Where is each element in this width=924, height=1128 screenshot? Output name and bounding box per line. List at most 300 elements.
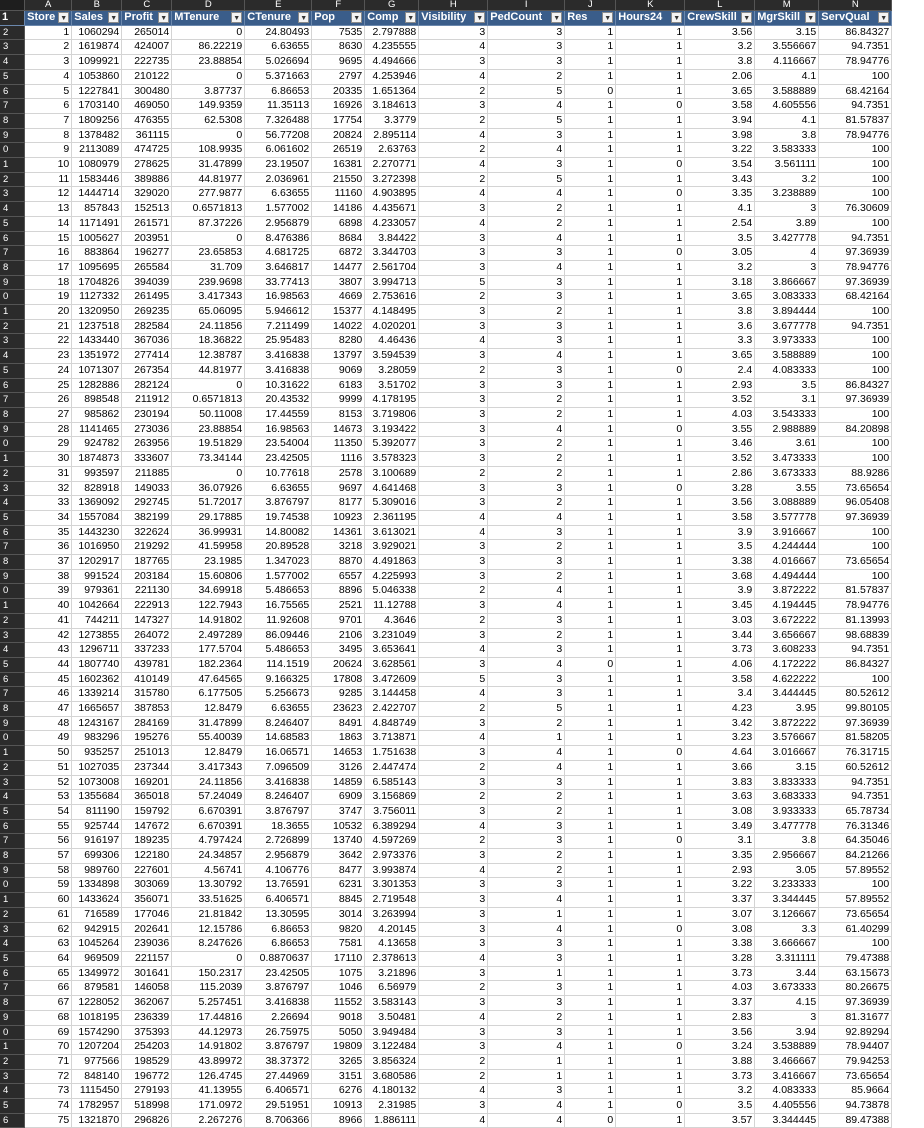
- row-number[interactable]: 3: [0, 334, 25, 349]
- header-res[interactable]: [565, 11, 616, 26]
- cell-crewskill[interactable]: 3.3: [685, 334, 755, 349]
- row-number[interactable]: 1: [0, 1040, 25, 1055]
- cell-hours24[interactable]: 1: [616, 952, 685, 967]
- cell-hours24[interactable]: 1: [616, 275, 685, 290]
- cell-servqual[interactable]: 86.84327: [819, 378, 892, 393]
- cell-servqual[interactable]: 100: [819, 437, 892, 452]
- cell-crewskill[interactable]: 2.86: [685, 466, 755, 481]
- cell-store[interactable]: 31: [25, 466, 72, 481]
- cell-profit[interactable]: 322624: [122, 525, 172, 540]
- cell-sales[interactable]: 1443230: [72, 525, 122, 540]
- header-store[interactable]: [25, 11, 72, 26]
- cell-visibility[interactable]: 2: [419, 113, 488, 128]
- cell-sales[interactable]: 1619874: [72, 40, 122, 55]
- cell-ctenure[interactable]: 16.06571: [245, 746, 312, 761]
- cell-pedcount[interactable]: 3: [488, 555, 565, 570]
- cell-store[interactable]: 62: [25, 922, 72, 937]
- cell-hours24[interactable]: 1: [616, 966, 685, 981]
- cell-ctenure[interactable]: 16.75565: [245, 599, 312, 614]
- row-number[interactable]: 9: [0, 275, 25, 290]
- cell-mgrskill[interactable]: 3.344445: [755, 893, 819, 908]
- row-number[interactable]: 4: [0, 202, 25, 217]
- cell-res[interactable]: 1: [565, 407, 616, 422]
- cell-servqual[interactable]: 78.94776: [819, 55, 892, 70]
- row-number[interactable]: 9: [0, 716, 25, 731]
- cell-profit[interactable]: 361115: [122, 128, 172, 143]
- cell-comp[interactable]: 2.378613: [365, 952, 419, 967]
- cell-profit[interactable]: 263956: [122, 437, 172, 452]
- cell-mgrskill[interactable]: 3.95: [755, 702, 819, 717]
- cell-comp[interactable]: 2.31985: [365, 1099, 419, 1114]
- cell-store[interactable]: 12: [25, 187, 72, 202]
- cell-store[interactable]: 59: [25, 878, 72, 893]
- cell-pedcount[interactable]: 3: [488, 834, 565, 849]
- cell-store[interactable]: 48: [25, 716, 72, 731]
- cell-ctenure[interactable]: 3.876797: [245, 981, 312, 996]
- cell-profit[interactable]: 333607: [122, 452, 172, 467]
- row-number-header[interactable]: 1: [0, 11, 25, 26]
- cell-res[interactable]: 1: [565, 716, 616, 731]
- cell-comp[interactable]: 3.628561: [365, 657, 419, 672]
- cell-mgrskill[interactable]: 3.238889: [755, 187, 819, 202]
- cell-ctenure[interactable]: 20.43532: [245, 393, 312, 408]
- cell-comp[interactable]: 2.422707: [365, 702, 419, 717]
- cell-servqual[interactable]: 94.7351: [819, 790, 892, 805]
- cell-hours24[interactable]: 0: [616, 481, 685, 496]
- cell-comp[interactable]: 4.491863: [365, 555, 419, 570]
- cell-ctenure[interactable]: 7.326488: [245, 113, 312, 128]
- cell-comp[interactable]: 3.28059: [365, 363, 419, 378]
- cell-mgrskill[interactable]: 4.244444: [755, 540, 819, 555]
- cell-comp[interactable]: 3.301353: [365, 878, 419, 893]
- cell-res[interactable]: 1: [565, 952, 616, 967]
- cell-comp[interactable]: 3.680586: [365, 1069, 419, 1084]
- row-number[interactable]: 1: [0, 305, 25, 320]
- cell-servqual[interactable]: 81.58205: [819, 731, 892, 746]
- cell-visibility[interactable]: 3: [419, 540, 488, 555]
- filter-dropdown-icon[interactable]: ▼: [58, 12, 69, 23]
- cell-mtenure[interactable]: 149.9359: [172, 99, 245, 114]
- cell-crewskill[interactable]: 2.06: [685, 69, 755, 84]
- cell-pop[interactable]: 3747: [312, 804, 365, 819]
- cell-pop[interactable]: 19809: [312, 1040, 365, 1055]
- cell-mtenure[interactable]: 55.40039: [172, 731, 245, 746]
- cell-mtenure[interactable]: 24.34857: [172, 849, 245, 864]
- cell-comp[interactable]: 3.263994: [365, 907, 419, 922]
- cell-servqual[interactable]: 65.78734: [819, 804, 892, 819]
- cell-profit[interactable]: 221157: [122, 952, 172, 967]
- cell-sales[interactable]: 1574290: [72, 1025, 122, 1040]
- cell-hours24[interactable]: 0: [616, 187, 685, 202]
- cell-mtenure[interactable]: 13.30792: [172, 878, 245, 893]
- cell-pop[interactable]: 9069: [312, 363, 365, 378]
- cell-pop[interactable]: 15377: [312, 305, 365, 320]
- cell-mgrskill[interactable]: 3.683333: [755, 790, 819, 805]
- cell-comp[interactable]: 3.583143: [365, 996, 419, 1011]
- cell-crewskill[interactable]: 3.24: [685, 1040, 755, 1055]
- row-number[interactable]: 5: [0, 216, 25, 231]
- row-number[interactable]: 6: [0, 231, 25, 246]
- cell-ctenure[interactable]: 33.77413: [245, 275, 312, 290]
- cell-mgrskill[interactable]: 4.405556: [755, 1099, 819, 1114]
- cell-comp[interactable]: 5.392077: [365, 437, 419, 452]
- header-mtenure[interactable]: [172, 11, 245, 26]
- column-letter-d[interactable]: D: [172, 0, 245, 11]
- cell-hours24[interactable]: 1: [616, 1025, 685, 1040]
- cell-mtenure[interactable]: 0: [172, 231, 245, 246]
- cell-hours24[interactable]: 1: [616, 69, 685, 84]
- cell-visibility[interactable]: 3: [419, 481, 488, 496]
- cell-pedcount[interactable]: 3: [488, 819, 565, 834]
- cell-store[interactable]: 37: [25, 555, 72, 570]
- header-profit[interactable]: [122, 11, 172, 26]
- cell-mgrskill[interactable]: 3.673333: [755, 466, 819, 481]
- cell-profit[interactable]: 394039: [122, 275, 172, 290]
- cell-visibility[interactable]: 2: [419, 363, 488, 378]
- cell-pop[interactable]: 9695: [312, 55, 365, 70]
- cell-pop[interactable]: 9820: [312, 922, 365, 937]
- cell-mtenure[interactable]: 43.89972: [172, 1054, 245, 1069]
- cell-pedcount[interactable]: 4: [488, 584, 565, 599]
- cell-crewskill[interactable]: 3.46: [685, 437, 755, 452]
- cell-store[interactable]: 23: [25, 349, 72, 364]
- cell-visibility[interactable]: 4: [419, 69, 488, 84]
- cell-servqual[interactable]: 97.36939: [819, 996, 892, 1011]
- cell-store[interactable]: 32: [25, 481, 72, 496]
- cell-mgrskill[interactable]: 3.444445: [755, 687, 819, 702]
- cell-ctenure[interactable]: 17.44559: [245, 407, 312, 422]
- cell-crewskill[interactable]: 3.73: [685, 1069, 755, 1084]
- cell-mtenure[interactable]: 21.81842: [172, 907, 245, 922]
- cell-pop[interactable]: 8845: [312, 893, 365, 908]
- cell-mgrskill[interactable]: 4.605556: [755, 99, 819, 114]
- cell-comp[interactable]: 3.613021: [365, 525, 419, 540]
- cell-crewskill[interactable]: 3.28: [685, 952, 755, 967]
- cell-pop[interactable]: 11160: [312, 187, 365, 202]
- cell-comp[interactable]: 3.231049: [365, 628, 419, 643]
- cell-mtenure[interactable]: 73.34144: [172, 452, 245, 467]
- cell-pop[interactable]: 14653: [312, 746, 365, 761]
- cell-comp[interactable]: 2.973376: [365, 849, 419, 864]
- cell-visibility[interactable]: 4: [419, 1113, 488, 1128]
- cell-store[interactable]: 65: [25, 966, 72, 981]
- cell-profit[interactable]: 279193: [122, 1084, 172, 1099]
- cell-pedcount[interactable]: 3: [488, 334, 565, 349]
- cell-comp[interactable]: 3.122484: [365, 1040, 419, 1055]
- cell-res[interactable]: 1: [565, 113, 616, 128]
- cell-mgrskill[interactable]: 4.194445: [755, 599, 819, 614]
- row-number[interactable]: 9: [0, 422, 25, 437]
- row-number[interactable]: 4: [0, 496, 25, 511]
- cell-hours24[interactable]: 1: [616, 569, 685, 584]
- cell-sales[interactable]: 969509: [72, 952, 122, 967]
- cell-visibility[interactable]: 3: [419, 1025, 488, 1040]
- cell-visibility[interactable]: 3: [419, 746, 488, 761]
- cell-mgrskill[interactable]: 3.473333: [755, 452, 819, 467]
- cell-sales[interactable]: 1321870: [72, 1113, 122, 1128]
- cell-store[interactable]: 2: [25, 40, 72, 55]
- cell-servqual[interactable]: 81.57837: [819, 113, 892, 128]
- cell-mgrskill[interactable]: 3.677778: [755, 319, 819, 334]
- cell-profit[interactable]: 169201: [122, 775, 172, 790]
- cell-servqual[interactable]: 100: [819, 305, 892, 320]
- cell-visibility[interactable]: 2: [419, 760, 488, 775]
- row-number[interactable]: 9: [0, 128, 25, 143]
- cell-store[interactable]: 60: [25, 893, 72, 908]
- cell-visibility[interactable]: 4: [419, 187, 488, 202]
- cell-mgrskill[interactable]: 3.61: [755, 437, 819, 452]
- cell-profit[interactable]: 265014: [122, 25, 172, 40]
- cell-pedcount[interactable]: 3: [488, 25, 565, 40]
- cell-mgrskill[interactable]: 3.916667: [755, 525, 819, 540]
- cell-pop[interactable]: 14186: [312, 202, 365, 217]
- cell-pop[interactable]: 8280: [312, 334, 365, 349]
- cell-comp[interactable]: 3.993874: [365, 863, 419, 878]
- cell-profit[interactable]: 301641: [122, 966, 172, 981]
- row-number[interactable]: 2: [0, 319, 25, 334]
- cell-crewskill[interactable]: 3.56: [685, 25, 755, 40]
- cell-servqual[interactable]: 100: [819, 158, 892, 173]
- row-number[interactable]: 6: [0, 1113, 25, 1128]
- cell-res[interactable]: 0: [565, 84, 616, 99]
- cell-mtenure[interactable]: 277.9877: [172, 187, 245, 202]
- cell-crewskill[interactable]: 3.6: [685, 319, 755, 334]
- cell-store[interactable]: 44: [25, 657, 72, 672]
- cell-store[interactable]: 40: [25, 599, 72, 614]
- cell-comp[interactable]: 3.578323: [365, 452, 419, 467]
- cell-store[interactable]: 21: [25, 319, 72, 334]
- cell-mtenure[interactable]: 0: [172, 69, 245, 84]
- cell-servqual[interactable]: 94.7351: [819, 775, 892, 790]
- cell-ctenure[interactable]: 3.646817: [245, 260, 312, 275]
- cell-sales[interactable]: 1141465: [72, 422, 122, 437]
- cell-crewskill[interactable]: 3.54: [685, 158, 755, 173]
- cell-ctenure[interactable]: 26.75975: [245, 1025, 312, 1040]
- cell-servqual[interactable]: 94.7351: [819, 319, 892, 334]
- cell-crewskill[interactable]: 3.65: [685, 290, 755, 305]
- cell-hours24[interactable]: 0: [616, 1099, 685, 1114]
- cell-profit[interactable]: 203951: [122, 231, 172, 246]
- cell-profit[interactable]: 387853: [122, 702, 172, 717]
- cell-mtenure[interactable]: 2.497289: [172, 628, 245, 643]
- cell-profit[interactable]: 296826: [122, 1113, 172, 1128]
- cell-sales[interactable]: 942915: [72, 922, 122, 937]
- cell-res[interactable]: 1: [565, 1069, 616, 1084]
- cell-sales[interactable]: 1115450: [72, 1084, 122, 1099]
- cell-ctenure[interactable]: 4.681725: [245, 246, 312, 261]
- cell-store[interactable]: 73: [25, 1084, 72, 1099]
- cell-pop[interactable]: 2797: [312, 69, 365, 84]
- cell-res[interactable]: 1: [565, 202, 616, 217]
- cell-mgrskill[interactable]: 3.2: [755, 172, 819, 187]
- cell-pop[interactable]: 1116: [312, 452, 365, 467]
- cell-servqual[interactable]: 100: [819, 672, 892, 687]
- cell-comp[interactable]: 4.233057: [365, 216, 419, 231]
- cell-res[interactable]: 1: [565, 981, 616, 996]
- cell-mgrskill[interactable]: 3.016667: [755, 746, 819, 761]
- cell-ctenure[interactable]: 1.347023: [245, 555, 312, 570]
- cell-mgrskill[interactable]: 3.8: [755, 128, 819, 143]
- cell-mtenure[interactable]: 12.38787: [172, 349, 245, 364]
- cell-pop[interactable]: 3218: [312, 540, 365, 555]
- cell-servqual[interactable]: 85.9664: [819, 1084, 892, 1099]
- cell-hours24[interactable]: 1: [616, 231, 685, 246]
- cell-store[interactable]: 72: [25, 1069, 72, 1084]
- cell-hours24[interactable]: 1: [616, 202, 685, 217]
- cell-comp[interactable]: 3.594539: [365, 349, 419, 364]
- cell-comp[interactable]: 4.46436: [365, 334, 419, 349]
- cell-pop[interactable]: 6231: [312, 878, 365, 893]
- cell-store[interactable]: 49: [25, 731, 72, 746]
- cell-hours24[interactable]: 1: [616, 452, 685, 467]
- cell-visibility[interactable]: 4: [419, 525, 488, 540]
- cell-servqual[interactable]: 97.36939: [819, 275, 892, 290]
- cell-hours24[interactable]: 1: [616, 702, 685, 717]
- cell-servqual[interactable]: 60.52612: [819, 760, 892, 775]
- cell-hours24[interactable]: 1: [616, 143, 685, 158]
- cell-comp[interactable]: 3.653641: [365, 643, 419, 658]
- cell-crewskill[interactable]: 3.65: [685, 349, 755, 364]
- cell-servqual[interactable]: 89.47388: [819, 1113, 892, 1128]
- cell-crewskill[interactable]: 3.38: [685, 937, 755, 952]
- cell-sales[interactable]: 811190: [72, 804, 122, 819]
- cell-visibility[interactable]: 4: [419, 216, 488, 231]
- cell-hours24[interactable]: 1: [616, 407, 685, 422]
- cell-res[interactable]: 1: [565, 452, 616, 467]
- cell-mtenure[interactable]: 65.06095: [172, 305, 245, 320]
- cell-mtenure[interactable]: 47.64565: [172, 672, 245, 687]
- cell-comp[interactable]: 2.719548: [365, 893, 419, 908]
- filter-dropdown-icon[interactable]: ▼: [351, 12, 362, 23]
- row-number[interactable]: 9: [0, 1010, 25, 1025]
- cell-hours24[interactable]: 1: [616, 25, 685, 40]
- cell-crewskill[interactable]: 3.37: [685, 893, 755, 908]
- cell-sales[interactable]: 1665657: [72, 702, 122, 717]
- cell-profit[interactable]: 292745: [122, 496, 172, 511]
- cell-mtenure[interactable]: 122.7943: [172, 599, 245, 614]
- cell-visibility[interactable]: 3: [419, 599, 488, 614]
- cell-hours24[interactable]: 1: [616, 687, 685, 702]
- cell-hours24[interactable]: 0: [616, 246, 685, 261]
- column-letter-e[interactable]: E: [245, 0, 312, 11]
- cell-crewskill[interactable]: 2.54: [685, 216, 755, 231]
- row-number[interactable]: 8: [0, 702, 25, 717]
- cell-mgrskill[interactable]: 3.94: [755, 1025, 819, 1040]
- cell-mgrskill[interactable]: 3.15: [755, 25, 819, 40]
- cell-mgrskill[interactable]: 3.872222: [755, 584, 819, 599]
- cell-res[interactable]: 1: [565, 760, 616, 775]
- row-number[interactable]: 6: [0, 819, 25, 834]
- cell-servqual[interactable]: 78.94776: [819, 260, 892, 275]
- cell-hours24[interactable]: 1: [616, 55, 685, 70]
- cell-mtenure[interactable]: 24.11856: [172, 775, 245, 790]
- cell-profit[interactable]: 303069: [122, 878, 172, 893]
- cell-pedcount[interactable]: 1: [488, 731, 565, 746]
- cell-visibility[interactable]: 3: [419, 628, 488, 643]
- cell-servqual[interactable]: 80.26675: [819, 981, 892, 996]
- cell-pop[interactable]: 8630: [312, 40, 365, 55]
- cell-mgrskill[interactable]: 4.083333: [755, 1084, 819, 1099]
- cell-profit[interactable]: 152513: [122, 202, 172, 217]
- cell-profit[interactable]: 439781: [122, 657, 172, 672]
- cell-servqual[interactable]: 100: [819, 407, 892, 422]
- cell-visibility[interactable]: 2: [419, 1069, 488, 1084]
- cell-visibility[interactable]: 3: [419, 422, 488, 437]
- cell-hours24[interactable]: 1: [616, 466, 685, 481]
- cell-crewskill[interactable]: 3.58: [685, 510, 755, 525]
- cell-pedcount[interactable]: 3: [488, 158, 565, 173]
- cell-mtenure[interactable]: 0.6571813: [172, 393, 245, 408]
- cell-crewskill[interactable]: 2.83: [685, 1010, 755, 1025]
- cell-ctenure[interactable]: 29.51951: [245, 1099, 312, 1114]
- cell-comp[interactable]: 2.895114: [365, 128, 419, 143]
- cell-pop[interactable]: 1075: [312, 966, 365, 981]
- cell-visibility[interactable]: 3: [419, 260, 488, 275]
- row-number[interactable]: 7: [0, 981, 25, 996]
- cell-pop[interactable]: 26519: [312, 143, 365, 158]
- row-number[interactable]: 9: [0, 569, 25, 584]
- cell-pop[interactable]: 6909: [312, 790, 365, 805]
- row-number[interactable]: 7: [0, 99, 25, 114]
- row-number[interactable]: 2: [0, 1054, 25, 1069]
- row-number[interactable]: 1: [0, 599, 25, 614]
- cell-comp[interactable]: 5.046338: [365, 584, 419, 599]
- cell-sales[interactable]: 883864: [72, 246, 122, 261]
- cell-mgrskill[interactable]: 4.622222: [755, 672, 819, 687]
- cell-comp[interactable]: 3.3779: [365, 113, 419, 128]
- cell-pedcount[interactable]: 4: [488, 422, 565, 437]
- cell-crewskill[interactable]: 3.58: [685, 99, 755, 114]
- cell-pedcount[interactable]: 4: [488, 760, 565, 775]
- row-number[interactable]: 1: [0, 746, 25, 761]
- cell-crewskill[interactable]: 3.73: [685, 643, 755, 658]
- row-number[interactable]: 2: [0, 172, 25, 187]
- cell-mtenure[interactable]: 8.247626: [172, 937, 245, 952]
- row-number[interactable]: 0: [0, 437, 25, 452]
- cell-hours24[interactable]: 1: [616, 260, 685, 275]
- cell-mtenure[interactable]: 0: [172, 128, 245, 143]
- cell-servqual[interactable]: 100: [819, 69, 892, 84]
- cell-crewskill[interactable]: 3.05: [685, 246, 755, 261]
- cell-pop[interactable]: 10923: [312, 510, 365, 525]
- cell-pop[interactable]: 21550: [312, 172, 365, 187]
- cell-ctenure[interactable]: 16.98563: [245, 422, 312, 437]
- cell-comp[interactable]: 4.225993: [365, 569, 419, 584]
- cell-res[interactable]: 1: [565, 819, 616, 834]
- cell-servqual[interactable]: 61.40299: [819, 922, 892, 937]
- cell-res[interactable]: 1: [565, 1054, 616, 1069]
- cell-hours24[interactable]: 1: [616, 334, 685, 349]
- cell-res[interactable]: 1: [565, 555, 616, 570]
- cell-hours24[interactable]: 1: [616, 510, 685, 525]
- cell-mtenure[interactable]: 14.91802: [172, 1040, 245, 1055]
- cell-ctenure[interactable]: 3.416838: [245, 996, 312, 1011]
- cell-mgrskill[interactable]: 3.3: [755, 922, 819, 937]
- cell-sales[interactable]: 1005627: [72, 231, 122, 246]
- cell-servqual[interactable]: 100: [819, 452, 892, 467]
- row-number[interactable]: 0: [0, 290, 25, 305]
- cell-hours24[interactable]: 0: [616, 1040, 685, 1055]
- cell-hours24[interactable]: 1: [616, 319, 685, 334]
- cell-mgrskill[interactable]: 4.016667: [755, 555, 819, 570]
- cell-mgrskill[interactable]: 3.1: [755, 393, 819, 408]
- cell-res[interactable]: 1: [565, 69, 616, 84]
- cell-servqual[interactable]: 100: [819, 878, 892, 893]
- cell-store[interactable]: 38: [25, 569, 72, 584]
- cell-crewskill[interactable]: 3.08: [685, 922, 755, 937]
- filter-dropdown-icon[interactable]: ▼: [158, 12, 169, 23]
- cell-pop[interactable]: 2578: [312, 466, 365, 481]
